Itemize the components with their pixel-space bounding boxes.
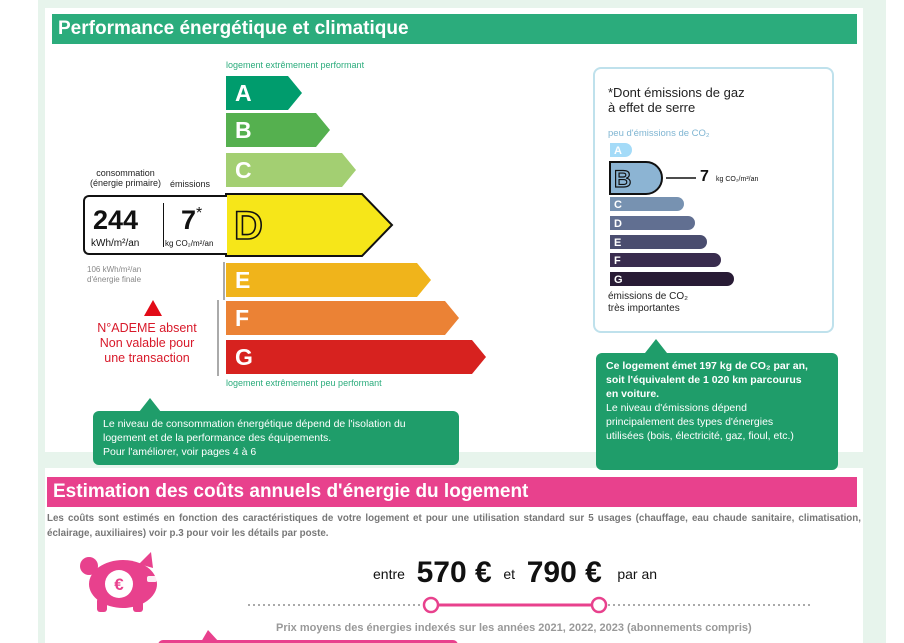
ghg-class-letter: F <box>614 255 621 267</box>
final-energy-label: d'énergie finale <box>87 275 142 284</box>
emissions-star: * <box>196 205 203 222</box>
consumption-value: 244 <box>93 205 139 235</box>
prices-note: Prix moyens des énergies indexés sur les années 2021, 2022, 2023 (abonnements compris) <box>276 622 752 634</box>
ademe-warning <box>86 321 208 366</box>
energy-class-letter: F <box>235 305 250 331</box>
ghg-class-letter: E <box>614 237 622 249</box>
bubble-line: Le niveau de consommation énergétique dépend de l'isolation du <box>103 418 406 430</box>
bubble-line: en voiture. <box>606 388 660 400</box>
emissions-label: émissions <box>170 179 211 189</box>
ghg-value: 7 <box>700 168 709 185</box>
piggy-bank-icon <box>75 550 167 614</box>
ghg-bottom-line: émissions de CO₂ <box>608 291 689 302</box>
ademe-warning-line: Non valable pour <box>99 336 195 350</box>
bubble-pointer <box>200 629 220 643</box>
ghg-class-c <box>610 197 684 211</box>
ghg-unit: kg CO₂/m²/an <box>716 176 759 183</box>
cost-max: 790 € <box>526 556 602 589</box>
bubble-line: Ce logement émet 197 kg de CO₂ par an, <box>606 360 808 372</box>
bubble-line: principalement des types d'énergies <box>606 416 774 428</box>
emissions-number: 7 <box>181 205 197 235</box>
consumption-label-text: consommation <box>96 168 155 178</box>
bubble-line: utilisées (bois, électricité, gaz, fioul, etc.) <box>606 430 794 442</box>
energy-class-letter: G <box>235 344 253 370</box>
ghg-title-line: *Dont émissions de gaz <box>608 85 745 100</box>
ghg-bottom-label <box>608 291 688 315</box>
ghg-class-a <box>610 143 632 157</box>
ghg-class-g <box>610 272 734 286</box>
ghg-class-letter: D <box>614 218 622 230</box>
energy-class-letter: A <box>235 80 252 106</box>
final-energy-value: 106 kWh/m²/an <box>87 265 142 274</box>
consumption-sublabel: (énergie primaire) <box>90 178 162 188</box>
cost-min: 570 € <box>416 556 492 589</box>
bubble-line: soit l'équivalent de 1 020 km parcourus <box>606 374 802 386</box>
energy-class-letter: B <box>235 117 252 143</box>
range-max-marker <box>592 598 606 612</box>
per-year-label: par an <box>617 566 658 582</box>
energy-class-f <box>226 301 459 335</box>
svg-text:€: € <box>114 575 124 594</box>
bubble-line: logement et de la performance des équipements. <box>103 432 332 444</box>
ghg-top-label: peu d'émissions de CO₂ <box>608 128 710 139</box>
ghg-class-d <box>610 216 695 230</box>
cost-range <box>373 556 657 590</box>
consumption-unit: kWh/m²/an <box>91 238 140 249</box>
ghg-class-letter: A <box>614 145 622 157</box>
bubble-line: Pour l'améliorer, voir pages 4 à 6 <box>103 446 257 458</box>
between-label: entre <box>373 566 405 582</box>
ademe-warning-line: N°ADEME absent <box>97 321 197 335</box>
ghg-class-letter: C <box>614 199 622 211</box>
ghg-bottom-line: très importantes <box>608 303 680 314</box>
range-min-marker <box>424 598 438 612</box>
and-label: et <box>503 566 516 582</box>
energy-class-letter: E <box>235 267 251 293</box>
ghg-class-b <box>610 162 696 194</box>
ghg-class-letter: B <box>614 166 632 193</box>
ghg-scale <box>0 0 904 300</box>
bubble-pointer <box>644 338 668 354</box>
energy-class-letter: C <box>235 157 252 183</box>
costs-title: Estimation des coûts annuels d'énergie du logement <box>47 477 857 507</box>
ghg-class-letter: G <box>614 274 623 286</box>
ghg-title-line: à effet de serre <box>608 100 696 115</box>
energy-class-letter: D <box>234 204 263 248</box>
ghg-class-e <box>610 235 707 249</box>
emissions-unit: kg CO₂/m²/an <box>165 239 214 248</box>
ghg-info-bubble <box>596 353 838 470</box>
top-scale-label: logement extrêmement performant <box>226 60 365 70</box>
energy-class-g <box>226 340 486 374</box>
energy-info-bubble <box>93 411 459 465</box>
bubble-line: Le niveau d'émissions dépend <box>606 402 747 414</box>
costs-description: Les coûts sont estimés en fonction des caractéristiques de votre logement et pour une utilisation standard sur 5 usages (chauffage, eau chaude sanitaire, climatisation, éclairage, auxiliaires) voir p.3 pour voir les détails par poste. <box>47 513 861 539</box>
cost-range-line <box>240 596 820 616</box>
bottom-scale-label: logement extrêmement peu performant <box>226 378 382 388</box>
warning-triangle-icon <box>143 299 163 317</box>
ghg-class-f <box>610 253 721 267</box>
performance-title: Performance énergétique et climatique <box>52 14 857 44</box>
ademe-warning-line: une transaction <box>104 351 190 365</box>
